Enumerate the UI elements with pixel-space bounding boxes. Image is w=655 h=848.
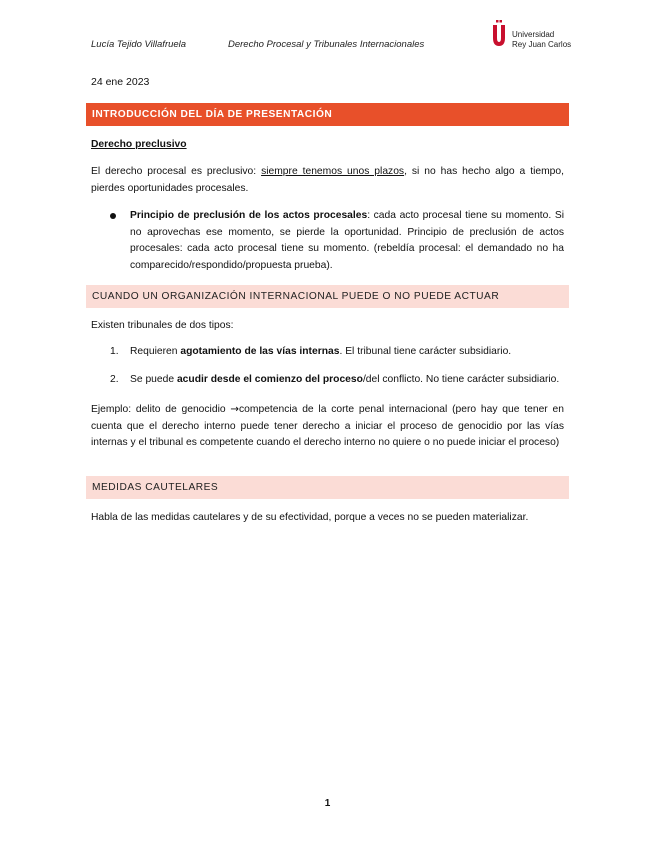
bold-text: acudir desde el comienzo del proceso [176, 374, 363, 385]
paragraph-precautionary: Habla de las medidas cautelares y de su efectividad, porque a veces no se pueden materializar. [91, 512, 529, 523]
paragraph-text: Ejemplo: delito de genocidio [91, 404, 231, 415]
bullet-rest-text: : cada acto procesal tiene su momento. Si no aprovechas ese momento, se pierde la oportunidad. Principio de preclusión de actos procesales: cada acto procesal tiene su momento. (rebeldía procesal: el demandado no ha comparecido/respondido/propuesta prueba). [130, 210, 564, 271]
paragraph-tribunal-types: Existen tribunales de dos tipos: [91, 320, 234, 331]
arrow-right-icon: → [230, 403, 240, 415]
section-heading-organization: CUANDO UN ORGANIZACIÓN INTERNACIONAL PUEDE O NO PUEDE ACTUAR [86, 285, 569, 308]
page-number: 1 [324, 798, 331, 809]
paragraph-text: competencia de la corte penal internacional (pero hay que tener en cuenta que el derecho interno puede tener derecho a iniciar el proceso de genocidio por las vías internas y el tribunal es competente cuando el derecho interno no quiere o no puede iniciar el proceso) [91, 404, 564, 448]
paragraph-text: , si no has hecho algo a tiempo, pierdes oportunidades procesales. [91, 166, 564, 194]
bullet-dot-icon [110, 213, 116, 219]
logo-line-2: Rey Juan Carlos [512, 40, 572, 49]
header-course-title: Derecho Procesal y Tribunales Internacionales [228, 39, 425, 50]
section-heading-precautionary: MEDIDAS CAUTELARES [86, 476, 569, 499]
subheading: Derecho preclusivo [91, 139, 187, 150]
paragraph-text: El derecho procesal es preclusivo: [91, 166, 262, 177]
list-number: 1. [110, 346, 119, 357]
bullet-text [130, 208, 564, 274]
urjc-emblem-icon [490, 20, 508, 50]
paragraph-example [91, 401, 564, 452]
list-text: Requieren [130, 346, 181, 357]
list-text: Se puede [130, 374, 177, 385]
list-item [110, 346, 511, 357]
university-name [512, 30, 571, 50]
list-number: 2. [110, 374, 119, 385]
bold-text: Principio de preclusión de los actos procesales [130, 210, 368, 221]
list-text: /del conflicto. No tiene carácter subsidiario. [362, 374, 560, 385]
list-item [110, 374, 559, 385]
university-logo [490, 20, 590, 54]
underlined-text: siempre tenemos unos plazos [261, 166, 405, 177]
document-date: 24 ene 2023 [91, 76, 150, 88]
header-author: Lucía Tejido Villafruela [91, 39, 187, 50]
logo-line-1: Universidad [512, 30, 555, 39]
bold-text: agotamiento de las vías internas [180, 346, 340, 357]
list-text: . El tribunal tiene carácter subsidiario. [339, 346, 512, 357]
paragraph-preclusive [91, 164, 564, 197]
section-heading-intro: INTRODUCCIÓN DEL DÍA DE PRESENTACIÓN [86, 103, 569, 126]
